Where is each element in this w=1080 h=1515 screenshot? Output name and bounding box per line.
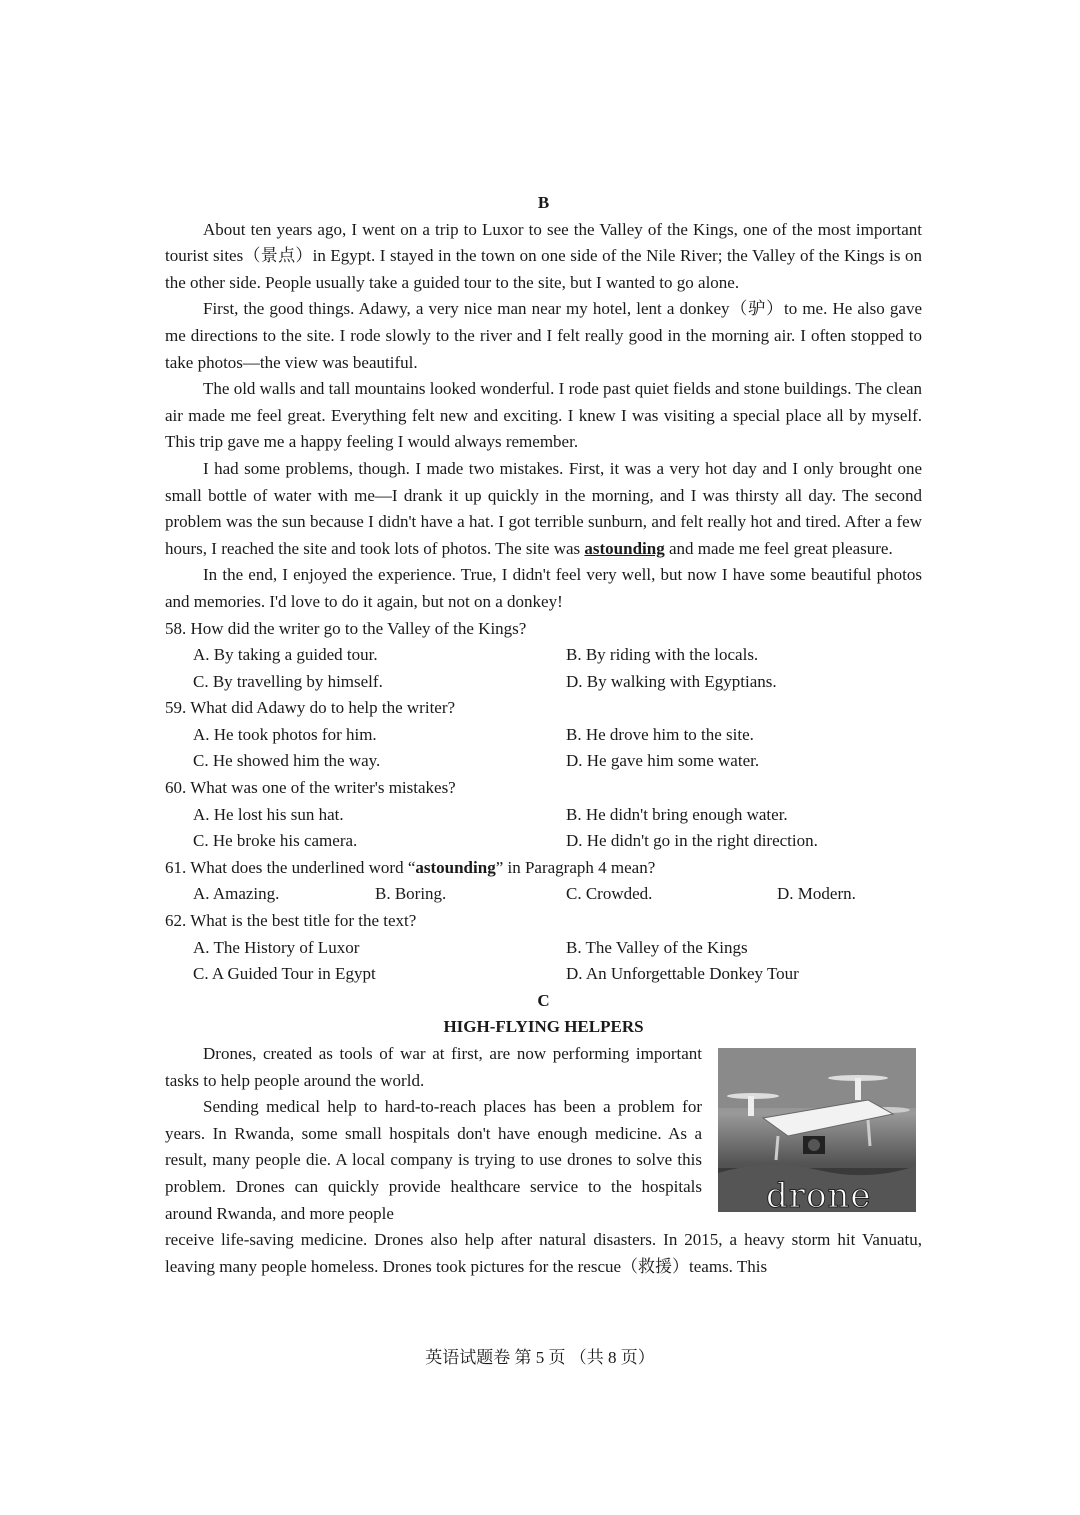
drone-image [718,1048,916,1212]
section-b-paragraph-1: About ten years ago, I went on a trip to Luxor to see the Valley of the Kings, one of the most important tourist sites（景点）in Egypt. I stayed in the town on one side of the Nile River; the Valley of the Kings is on the other side. People usually take a guided tour to the site, but I wanted to go alone. [165,219,922,292]
option-c: C. He showed him the way. [193,751,381,771]
option-a: A. He lost his sun hat. [193,804,344,824]
section-b-paragraph-4 [165,456,922,562]
section-c-paragraph-2: Sending medical help to hard-to-reach places has been a problem for years. In Rwanda, some small hospitals don't have enough medicine. As a result, many people die. A local company is trying to use drones to solve this problem. Drones can quickly provide healthcare service to the hospitals around Rwanda, and more people [165,1097,702,1223]
option-d: D. An Unforgettable Donkey Tour [566,964,799,984]
page-footer: 英语试题卷 第 5 页 （共 8 页） [425,1348,655,1367]
question-60 [165,775,922,855]
underlined-word: astounding [584,538,665,558]
section-b-paragraph-2: First, the good things. Adawy, a very nice man near my hotel, lent a donkey（驴）to me. He also gave me directions to the site. I rode slowly to the river and I felt really good in the morning air. I often stopped to take photos—the view was beautiful. [165,299,922,372]
option-d: D. Modern. [777,884,856,904]
stem-bold-word: astounding [415,857,496,877]
option-c: C. Crowded. [566,884,653,904]
option-d: D. By walking with Egyptians. [566,671,777,691]
section-c-paragraph-2-continued: receive life-saving medicine. Drones also help after natural disasters. In 2015, a heavy storm hit Vanuatu, leaving many people homeless. Drones took pictures for the rescue（救援）teams. This [165,1230,922,1276]
option-a: A. By taking a guided tour. [193,645,378,665]
question-58 [165,616,922,696]
question-61 [165,855,922,908]
option-c: C. By travelling by himself. [193,671,383,691]
option-d: D. He didn't go in the right direction. [566,831,818,851]
option-a: A. Amazing. [193,884,280,904]
option-c: C. He broke his camera. [193,831,358,851]
section-c-title: HIGH-FLYING HELPERS [443,1017,644,1037]
option-c: C. A Guided Tour in Egypt [193,964,376,984]
paragraph-4-text: I had some problems, though. I made two mistakes. First, it was a very hot day and I only brought one small bottle of water with me—I drank it up quickly in the morning, and I was thirsty all day. The second problem was the sun because I didn't have a hat. I got terrible sunburn, and felt really hot and tired. After a few hours, I reached the site and took lots of photos. The site was [165,458,922,558]
question-stem: 60. What was one of the writer's mistakes? [165,778,456,798]
question-62 [165,908,922,988]
option-b: B. The Valley of the Kings [566,937,748,957]
option-b: B. By riding with the locals. [566,645,759,665]
stem-pre: 61. What does the underlined word “ [165,857,416,877]
option-b: B. Boring. [375,884,447,904]
drone-image-label: drone [766,1176,872,1212]
section-c-heading: C [537,990,550,1010]
option-a: A. He took photos for him. [193,724,377,744]
question-stem: 58. How did the writer go to the Valley of the Kings? [165,618,527,638]
section-c-paragraph-1: Drones, created as tools of war at first, are now performing important tasks to help people around the world. [165,1044,702,1090]
stem-post: ” in Paragraph 4 mean? [495,857,656,877]
section-c-body [165,1041,922,1227]
option-d: D. He gave him some water. [566,751,760,771]
question-stem: 62. What is the best title for the text? [165,911,417,931]
section-b-paragraph-5: In the end, I enjoyed the experience. True, I didn't feel very well, but now I have some beautiful photos and memories. I'd love to do it again, but not on a donkey! [165,565,922,611]
section-b-heading: B [537,193,550,212]
option-b: B. He didn't bring enough water. [566,804,788,824]
question-stem [165,855,922,882]
option-a: A. The History of Luxor [193,937,360,957]
paragraph-4-tail: and made me feel great pleasure. [664,538,893,558]
section-b-paragraph-3: The old walls and tall mountains looked wonderful. I rode past quiet fields and stone buildings. The clean air made me feel great. Everything felt new and exciting. I knew I was visiting a special place all by myself. This trip gave me a happy feeling I would always remember. [165,379,922,452]
option-b: B. He drove him to the site. [566,724,754,744]
question-stem: 59. What did Adawy do to help the writer? [165,698,456,718]
question-59 [165,695,922,775]
exam-page [165,190,922,1280]
